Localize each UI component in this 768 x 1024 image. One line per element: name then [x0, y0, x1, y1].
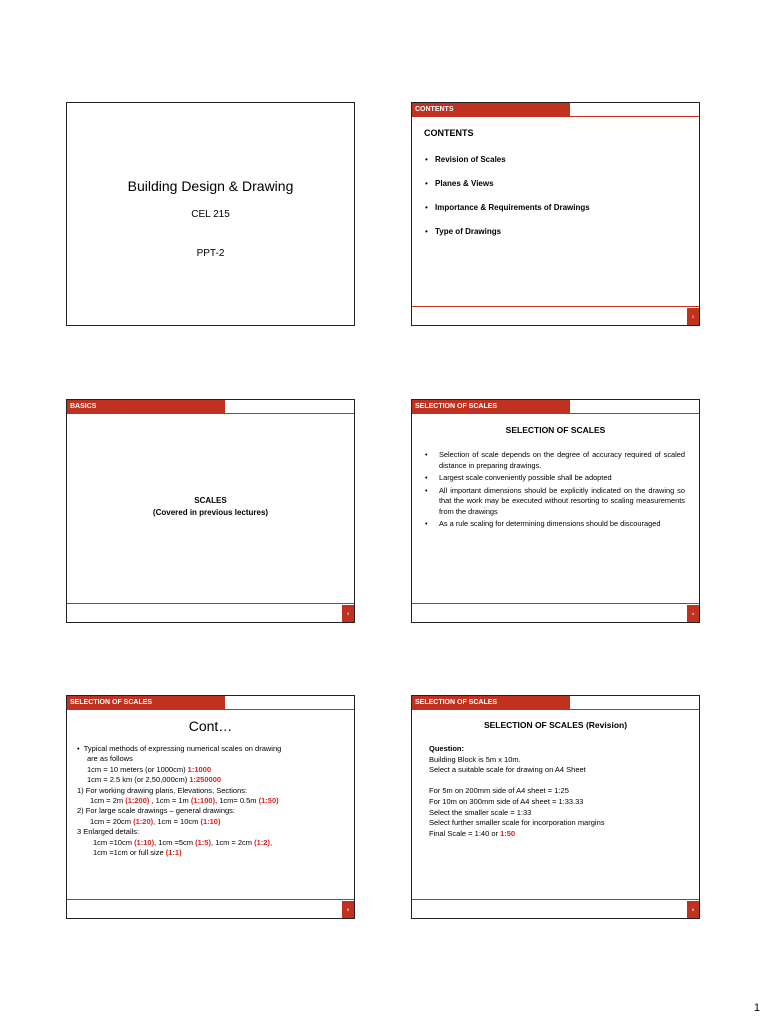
slide-heading: Cont… [188, 718, 233, 734]
slide-6 [411, 695, 700, 919]
list-item: • All important dimensions should be explicitly indicated on the drawing so that the work may be executed without resorting to scaling measurements from the drawings [425, 485, 685, 516]
course-code: CEL 215 [191, 209, 230, 220]
list-item: • Planes & Views [425, 179, 494, 188]
slide-heading: CONTENTS [424, 128, 474, 138]
slide-heading: SELECTION OF SCALES (Revision) [483, 720, 628, 730]
slide-header: SELECTION OF SCALES [67, 696, 225, 709]
list-item: • As a rule scaling for determining dimensions should be discouraged [425, 519, 661, 528]
scale-line: 1cm = 10 meters (or 1000cm) 1:1000 [87, 764, 212, 774]
slide-number: 6 [687, 901, 699, 918]
slide-4 [411, 399, 700, 623]
footer-rule [67, 899, 354, 900]
intro-line: • Typical methods of expressing numerical scales on drawing [77, 744, 282, 753]
question-line: Building Block is 5m x 10m. [429, 754, 521, 764]
slide-body [75, 744, 348, 858]
answer-line: For 5m on 200mm side of A4 sheet = 1:25 [429, 786, 569, 796]
slide-2 [411, 102, 700, 326]
answer-line: For 10m on 300mm side of A4 sheet = 1:33.33 [429, 796, 584, 806]
header-rule [412, 413, 699, 414]
intro-line: are as follows [87, 754, 133, 764]
slide-header: BASICS [67, 400, 225, 413]
header-rule [412, 709, 699, 710]
slide-header: CONTENTS [412, 103, 570, 116]
footer-rule [67, 603, 354, 604]
answer-line: Select the smaller scale = 1:33 [429, 807, 532, 817]
footer-rule [412, 899, 699, 900]
section-line: 1) For working drawing plans, Elevations, Sections: [77, 785, 248, 795]
section-line: 3 Enlarged details: [77, 827, 140, 837]
question-label: Question: [429, 744, 464, 753]
slide-title: Building Design & Drawing [127, 178, 294, 194]
slide-body [67, 495, 354, 519]
ppt-label: PPT-2 [196, 248, 225, 259]
slide-number: 2 [687, 308, 699, 325]
slide-heading: SELECTION OF SCALES [505, 425, 606, 435]
spacer [429, 776, 605, 787]
footer-rule [412, 603, 699, 604]
slide-3 [66, 399, 355, 623]
slide-number: 5 [342, 901, 354, 918]
list-item: • Largest scale conveniently possible shall be adopted [425, 473, 612, 482]
list-item: • Importance & Requirements of Drawings [425, 203, 590, 212]
bullet-list [425, 450, 685, 532]
header-rule [67, 709, 354, 710]
header-rule [67, 413, 354, 414]
page-number: 1 [753, 1002, 760, 1014]
answer-line: Select further smaller scale for incorporation margins [429, 818, 605, 828]
slide-1 [66, 102, 355, 326]
list-item: • Revision of Scales [425, 155, 506, 164]
header-rule [412, 116, 699, 117]
question-line: Select a suitable scale for drawing on A4 Sheet [429, 765, 586, 775]
scales-note: (Covered in previous lectures) [152, 508, 269, 517]
scale-line: 1cm = 20cm (1:20), 1cm = 10cm (1:10) [90, 816, 221, 826]
contents-list [422, 155, 590, 251]
scale-line: 1cm =10cm (1:10), 1cm =5cm (1:5), 1cm = 2cm (1:2), [93, 837, 273, 847]
scale-line: 1cm = 2.5 km (or 2,50,000cm) 1:250000 [87, 775, 222, 785]
slide-header: SELECTION OF SCALES [412, 696, 570, 709]
list-item: • Selection of scale depends on the degree of accuracy required of scaled distance in preparing drawings. [425, 450, 685, 470]
section-line: 2) For large scale drawings – general drawings: [77, 806, 235, 816]
footer-rule [412, 306, 699, 307]
scale-line: 1cm = 2m (1:200) , 1cm = 1m (1:100), 1cm= 0.5m (1:50) [90, 796, 279, 806]
slide-5 [66, 695, 355, 919]
slide-number: 4 [687, 605, 699, 622]
scales-label: SCALES [194, 496, 227, 505]
scale-line: 1cm =1cm or full size (1:1) [93, 848, 182, 858]
list-item: • Type of Drawings [425, 227, 502, 236]
slide-body [429, 744, 605, 839]
answer-line: Final Scale = 1:40 or 1:50 [429, 828, 516, 838]
slide-number: 3 [342, 605, 354, 622]
slide-header: SELECTION OF SCALES [412, 400, 570, 413]
